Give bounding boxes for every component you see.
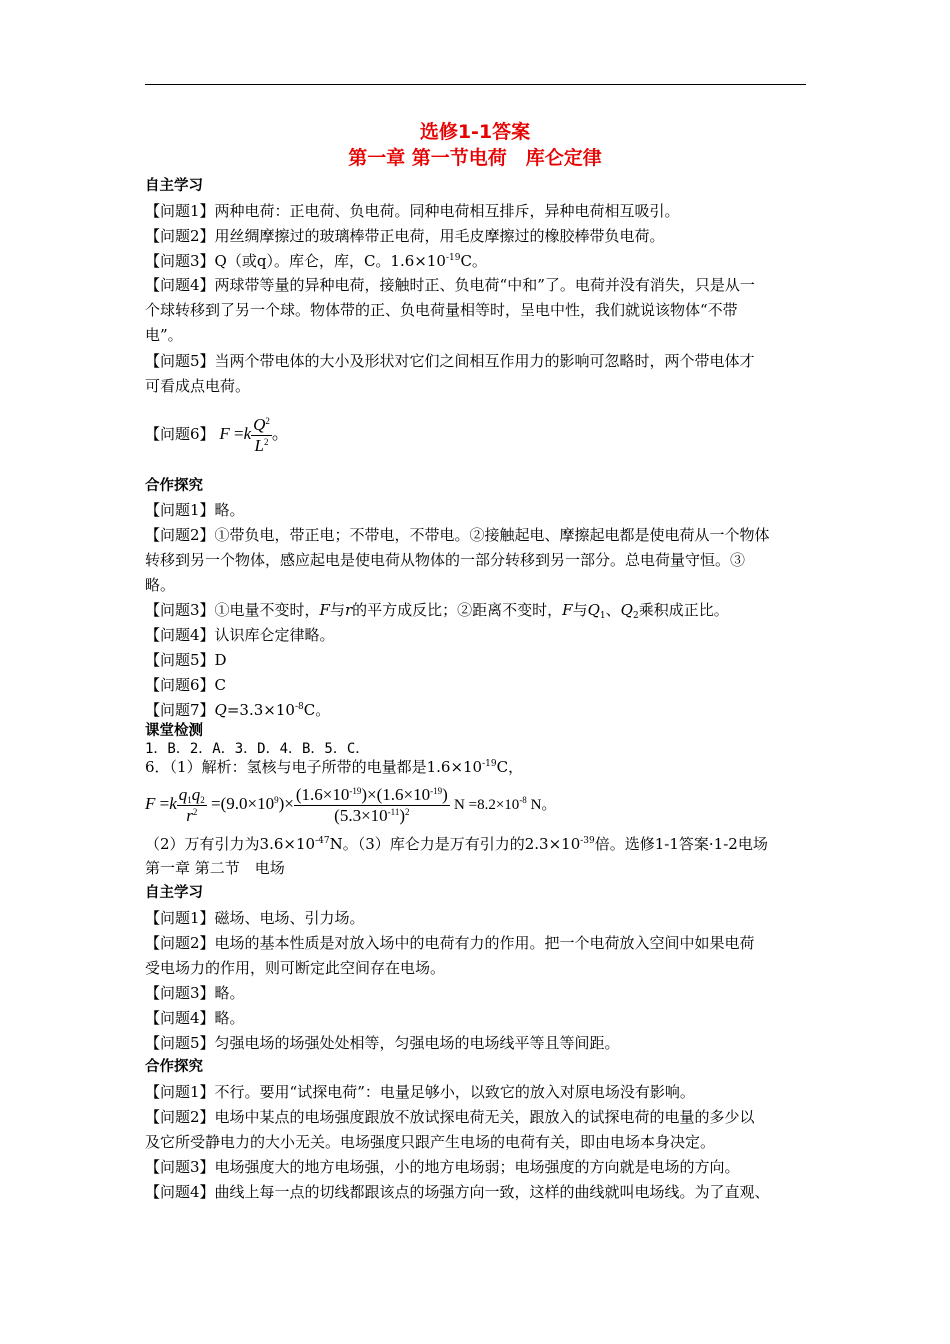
answer-line: 【问题1】磁场、电场、引力场。: [145, 909, 365, 927]
chapter-title: 第一章 第一节电荷 库仑定律: [348, 147, 602, 169]
section-heading: 自主学习: [145, 178, 203, 194]
section-heading: 课堂检测: [145, 723, 203, 739]
answer-line: 电”。: [145, 326, 183, 344]
doc-title: 选修1-1答案: [419, 121, 531, 143]
answer-line: 【问题4】认识库仑定律略。: [145, 626, 335, 644]
answer-line: 1．B．2．A．3．D．4．B．5．C．: [145, 741, 370, 757]
answer-line: 可看成点电荷。: [145, 377, 251, 395]
answer-line: 【问题2】电场中某点的电场强度跟放不放试探电荷无关，跟放入的试探电荷的电量的多少以: [145, 1108, 755, 1126]
answer-line: 受电场力的作用，则可断定此空间存在电场。: [145, 959, 446, 977]
answer-line: 略。: [145, 576, 176, 594]
answer-line: 及它所受静电力的大小无关。电场强度只跟产生电场的电荷有关，即由电场本身决定。: [145, 1133, 716, 1151]
answer-line: （2）万有引力为$3.6\times 10^{-47}N$。（3）库仑力是万有引力的$2.3\times 10^{-39}$倍。选修1-1答案·1-2电场: [145, 835, 768, 853]
answer-line: 转移到另一个物体，感应起电是使电荷从物体的一部分转移到另一部分。总电荷量守恒。③: [145, 551, 746, 569]
answer-line: 【问题5】D: [145, 651, 227, 669]
answer-line: 【问题3】Q（或q）。库仑，库，C。$1.6\times 10^{-19}C$。: [145, 252, 487, 270]
answer-line: 【问题1】略。: [145, 501, 245, 519]
answer-line: 【问题1】不行。要用“试探电荷”：电量足够小，以致它的放入对原电场没有影响。: [145, 1083, 695, 1101]
answer-line: 6．（1）解析：氢核与电子所带的电量都是$1.6\times 10^{-19}C$，: [145, 758, 524, 776]
answer-line: 【问题4】略。: [145, 1009, 245, 1027]
answer-line: 第一章 第二节 电场: [145, 859, 285, 877]
coulomb-formula: F =k $\frac{Q^2}{L^2}$ 。: [219, 414, 289, 455]
header-rule: [145, 84, 806, 85]
section-heading: 自主学习: [145, 885, 203, 901]
answer-line: 【问题7】$Q=3.3\times 10^{-8}C$。: [145, 701, 331, 719]
answer-line: 【问题2】电场的基本性质是对放入场中的电荷有力的作用。把一个电荷放入空间中如果电荷: [145, 934, 755, 952]
answer-line: 个球转移到了另一个球。物体带的正、负电荷量相等时，呈电中性，我们就说该物体“不带: [145, 301, 738, 319]
answer-line: 【问题5】匀强电场的场强处处相等，匀强电场的电场线平等且等间距。: [145, 1034, 620, 1052]
answer-line: 【问题3】电场强度大的地方电场强，小的地方电场弱；电场强度的方向就是电场的方向。: [145, 1158, 740, 1176]
answer-line: 【问题6】C: [145, 676, 227, 694]
answer-line: 【问题2】①带负电，带正电；不带电，不带电。②接触起电、摩擦起电都是使电荷从一个物体: [145, 526, 770, 544]
answer-line: 【问题4】两球带等量的异种电荷，接触时正、负电荷“中和”了。电荷并没有消失，只是从一: [145, 276, 755, 294]
answer-line: 【问题2】用丝绸摩擦过的玻璃棒带正电荷，用毛皮摩擦过的橡胶棒带负电荷。: [145, 227, 665, 245]
answer-line: 【问题3】①电量不变时，F与r的平方成反比；②距离不变时，F与$Q_1$、$Q_2$乘积成正比。: [145, 601, 729, 621]
section-heading: 合作探究: [145, 478, 203, 494]
calculation-formula: F =k $\frac{q_1q_2}{r^2}$ $=(9.0\times 10^9)\times$ $\frac{(1.6\times 10^{-19})\times(1.6\times 10^{-19})}{(5.3\times 10^{-11})^2}$ $N =8.2\times 10^{-8}$ N。: [145, 784, 557, 825]
answer-line: 【问题5】当两个带电体的大小及形状对它们之间相互作用力的影响可忽略时，两个带电体才: [145, 352, 755, 370]
formula-line: 【问题6】 F =k $\frac{Q^2}{L^2}$ 。: [145, 414, 289, 455]
answer-line: 【问题1】两种电荷：正电荷、负电荷。同种电荷相互排斥，异种电荷相互吸引。: [145, 202, 680, 220]
section-heading: 合作探究: [145, 1059, 203, 1075]
answer-line: 【问题3】略。: [145, 984, 245, 1002]
answer-line: 【问题4】曲线上每一点的切线都跟该点的场强方向一致，这样的曲线就叫电场线。为了直观、: [145, 1183, 770, 1201]
